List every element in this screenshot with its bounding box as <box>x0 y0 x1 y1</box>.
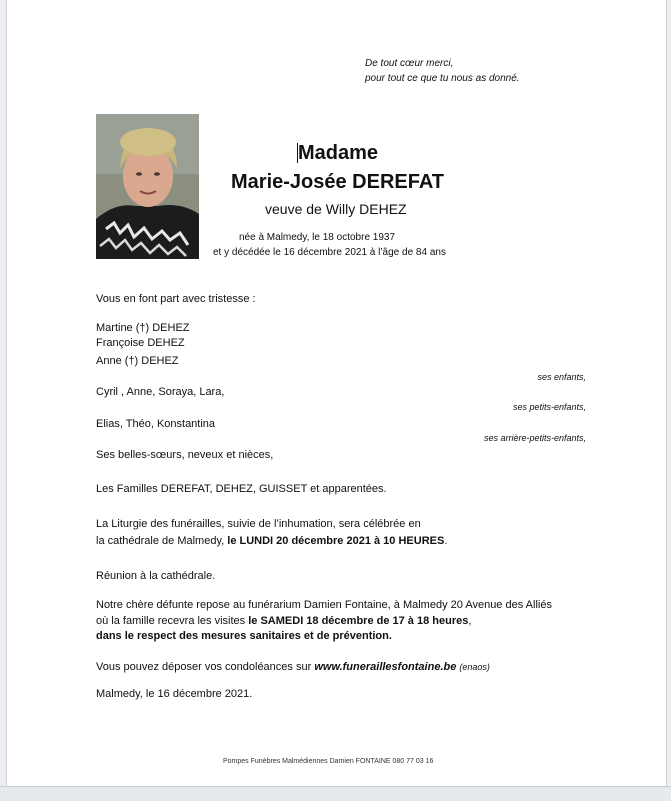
condolences <box>96 661 490 673</box>
families: Les Familles DEREFAT, DEHEZ, GUISSET et apparentées. <box>96 483 387 495</box>
meeting-point: Réunion à la cathédrale. <box>96 570 216 582</box>
great-grandchildren-label: ses arrière-petits-enfants, <box>483 433 586 443</box>
ceremony-line-1: La Liturgie des funérailles, suivie de l’inhumation, sera célébrée en <box>96 518 421 530</box>
grandchildren-label: ses petits-enfants, <box>512 402 586 412</box>
child-3: Anne (†) DEHEZ <box>96 355 179 367</box>
footer-funeral-home: Pompes Funèbres Malmédiennes Damien FONTAINE 080 77 03 16 <box>223 758 434 765</box>
visits-date: le SAMEDI 18 décembre de 17 à 18 heures <box>248 615 469 627</box>
visits-line-2 <box>96 615 471 627</box>
visits-comma: , <box>468 615 472 627</box>
child-1: Martine (†) DEHEZ <box>96 322 190 334</box>
condolences-source: (enaos) <box>459 662 490 672</box>
child-2: Françoise DEHEZ <box>96 337 185 349</box>
condolences-website[interactable]: www.funeraillesfontaine.be <box>314 661 457 673</box>
visits-intro: où la famille recevra les visites <box>96 615 246 627</box>
visits-line-3: dans le respect des mesures sanitaires et de prévention. <box>96 630 392 642</box>
portrait-image <box>96 114 199 259</box>
death-info: et y décédée le 16 décembre 2021 à l’âge de 84 ans <box>213 247 446 258</box>
children-label: ses enfants, <box>537 372 586 382</box>
document-page <box>6 0 667 786</box>
ceremony-line-2 <box>96 535 447 547</box>
closing-place-date: Malmedy, le 16 décembre 2021. <box>96 688 253 700</box>
ceremony-date: le LUNDI 20 décembre 2021 à 10 HEURES <box>227 535 445 547</box>
ceremony-location: la cathédrale de Malmedy, <box>96 535 225 547</box>
deceased-name: Marie-Josée DEREFAT <box>231 171 445 193</box>
ceremony-period: . <box>444 535 448 547</box>
visits-line-1: Notre chère défunte repose au funérarium Damien Fontaine, à Malmedy 20 Avenue des Alliés <box>96 599 552 611</box>
viewer-bottom-edge <box>0 786 671 801</box>
condolences-text: Vous pouvez déposer vos condoléances sur <box>96 661 312 673</box>
grandchildren: Cyril , Anne, Soraya, Lara, <box>96 386 225 398</box>
in-laws: Ses belles-sœurs, neveux et nièces, <box>96 449 274 461</box>
widow-of: veuve de Willy DEHEZ <box>265 201 407 217</box>
quote-line-2: pour tout ce que tu nous as donné. <box>365 73 520 84</box>
civility: Madame <box>298 142 379 164</box>
birth-info: née à Malmedy, le 18 octobre 1937 <box>239 232 396 243</box>
great-grandchildren: Elias, Théo, Konstantina <box>96 418 216 430</box>
quote-line-1: De tout cœur merci, <box>365 58 454 69</box>
portrait-photo <box>96 114 199 259</box>
intro-text: Vous en font part avec tristesse : <box>96 293 256 305</box>
